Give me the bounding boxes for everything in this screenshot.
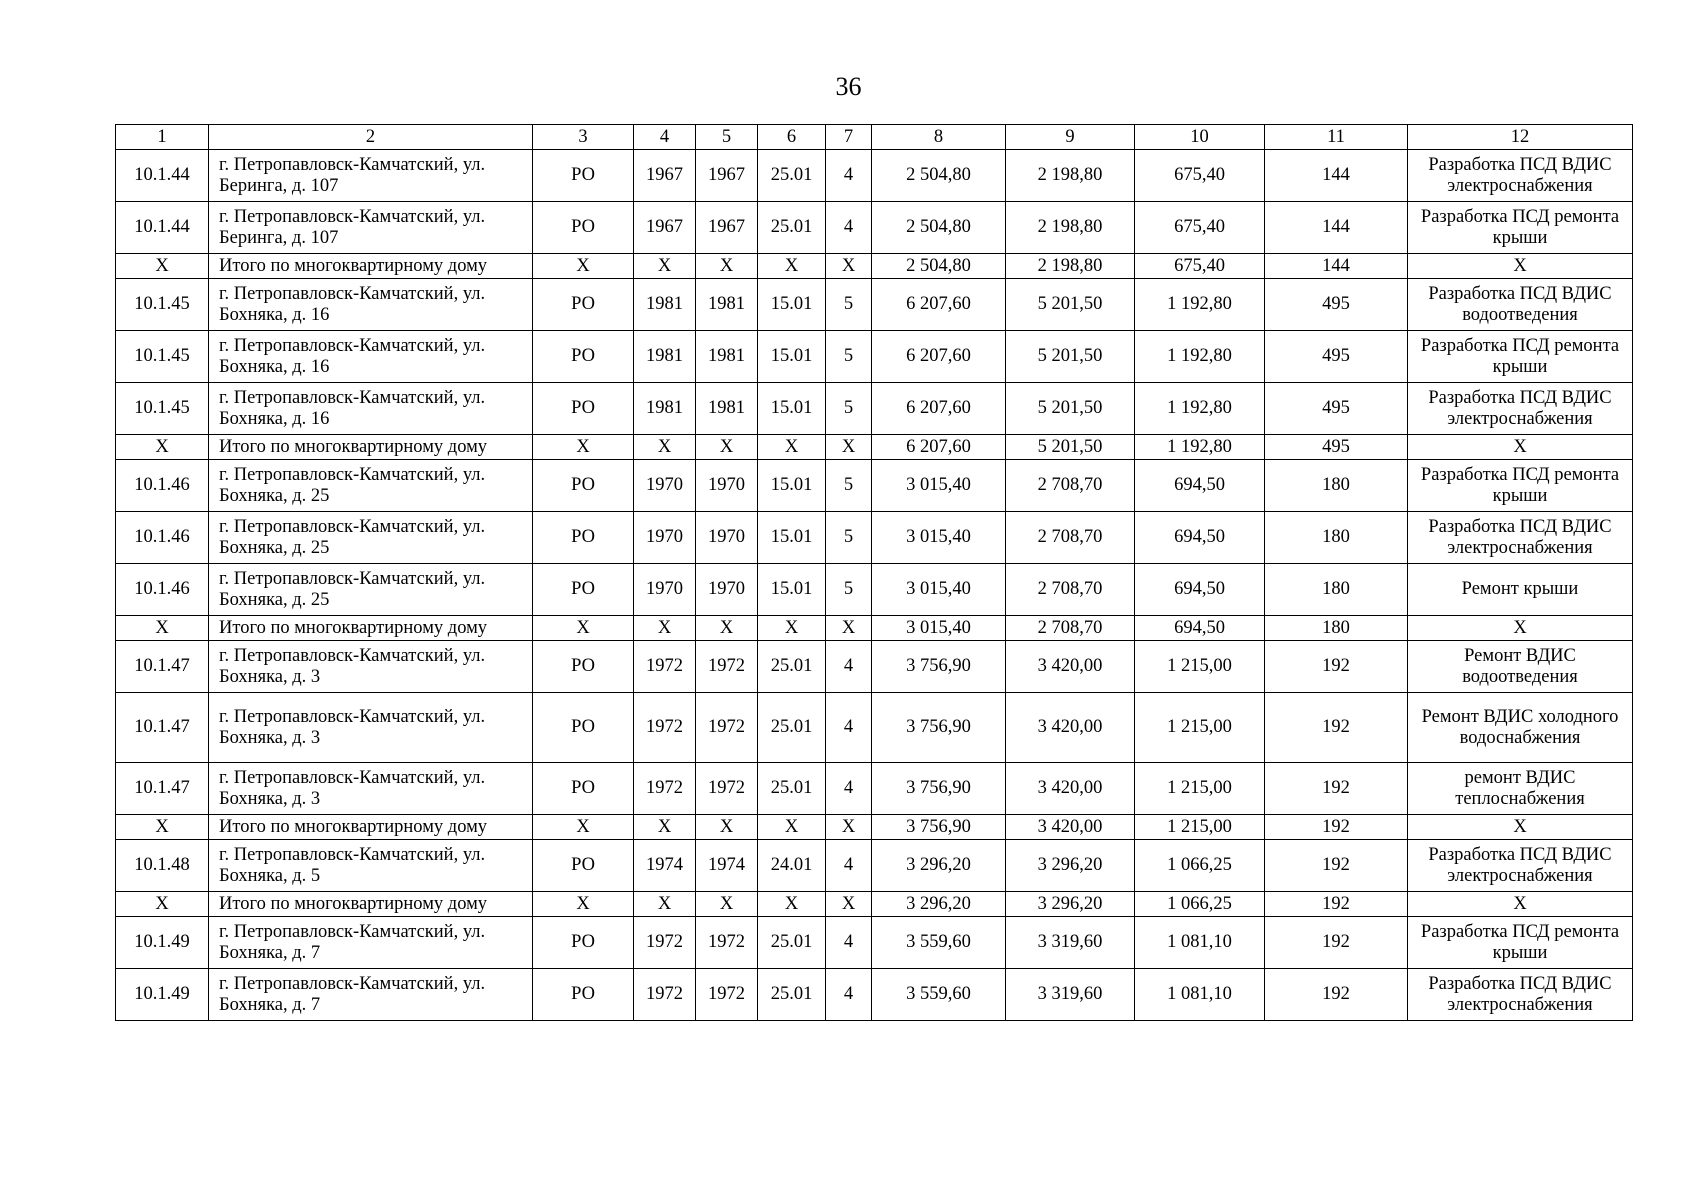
row-number-cell: 10.1.49 <box>116 917 209 969</box>
year-commissioned-cell: 1972 <box>696 917 758 969</box>
material-cell: 25.01 <box>758 202 826 254</box>
year-built-cell: 1970 <box>634 460 696 512</box>
table-header-row <box>116 125 1633 150</box>
year-built-cell: X <box>634 616 696 641</box>
floors-cell: 4 <box>826 150 872 202</box>
floors-cell: 5 <box>826 331 872 383</box>
residents-cell: 144 <box>1265 202 1408 254</box>
row-number-cell: 10.1.47 <box>116 641 209 693</box>
total-area-cell: 3 559,60 <box>872 969 1006 1021</box>
address-cell: Итого по многоквартирному дому <box>209 815 533 840</box>
total-area-cell: 6 207,60 <box>872 383 1006 435</box>
work-type-cell: Разработка ПСД ВДИС электроснабжения <box>1408 969 1633 1021</box>
type-cell: РО <box>533 202 634 254</box>
work-type-cell: Разработка ПСД ремонта крыши <box>1408 460 1633 512</box>
address-cell: г. Петропавловск-Камчатский, ул. Бохняка, д. 3 <box>209 693 533 763</box>
work-type-cell: Разработка ПСД ремонта крыши <box>1408 331 1633 383</box>
work-type-cell: ремонт ВДИС теплоснабжения <box>1408 763 1633 815</box>
work-type-cell: Разработка ПСД ВДИС электроснабжения <box>1408 512 1633 564</box>
nonliving-area-cell: 1 066,25 <box>1135 840 1265 892</box>
address-cell: г. Петропавловск-Камчатский, ул. Бохняка, д. 3 <box>209 641 533 693</box>
header-cell: 3 <box>533 125 634 150</box>
living-area-cell: 3 420,00 <box>1006 693 1135 763</box>
floors-cell: 4 <box>826 202 872 254</box>
residents-cell: 192 <box>1265 641 1408 693</box>
year-commissioned-cell: 1981 <box>696 279 758 331</box>
row-number-cell: 10.1.47 <box>116 763 209 815</box>
residents-cell: 495 <box>1265 279 1408 331</box>
floors-cell: 5 <box>826 512 872 564</box>
nonliving-area-cell: 1 215,00 <box>1135 815 1265 840</box>
year-built-cell: 1967 <box>634 150 696 202</box>
material-cell: X <box>758 815 826 840</box>
living-area-cell: 5 201,50 <box>1006 383 1135 435</box>
nonliving-area-cell: 1 192,80 <box>1135 279 1265 331</box>
work-type-cell: X <box>1408 435 1633 460</box>
year-built-cell: X <box>634 815 696 840</box>
work-type-cell: Разработка ПСД ВДИС электроснабжения <box>1408 840 1633 892</box>
header-cell: 11 <box>1265 125 1408 150</box>
work-type-cell: Ремонт крыши <box>1408 564 1633 616</box>
table-body <box>116 125 1633 1021</box>
table-row <box>116 641 1633 693</box>
living-area-cell: 2 198,80 <box>1006 150 1135 202</box>
year-built-cell: X <box>634 435 696 460</box>
table-row <box>116 150 1633 202</box>
year-commissioned-cell: 1967 <box>696 202 758 254</box>
nonliving-area-cell: 694,50 <box>1135 460 1265 512</box>
header-cell: 5 <box>696 125 758 150</box>
total-area-cell: 3 559,60 <box>872 917 1006 969</box>
total-area-cell: 3 756,90 <box>872 693 1006 763</box>
work-type-cell: Ремонт ВДИС водоотведения <box>1408 641 1633 693</box>
year-built-cell: 1972 <box>634 917 696 969</box>
work-type-cell: Ремонт ВДИС холодного водоснабжения <box>1408 693 1633 763</box>
year-built-cell: 1972 <box>634 641 696 693</box>
address-cell: г. Петропавловск-Камчатский, ул. Бохняка, д. 3 <box>209 763 533 815</box>
year-commissioned-cell: 1981 <box>696 331 758 383</box>
total-area-cell: 3 756,90 <box>872 641 1006 693</box>
residents-cell: 192 <box>1265 840 1408 892</box>
material-cell: X <box>758 616 826 641</box>
floors-cell: X <box>826 892 872 917</box>
residents-cell: 495 <box>1265 435 1408 460</box>
floors-cell: 4 <box>826 917 872 969</box>
table-row <box>116 279 1633 331</box>
floors-cell: X <box>826 616 872 641</box>
year-commissioned-cell: 1970 <box>696 460 758 512</box>
nonliving-area-cell: 675,40 <box>1135 202 1265 254</box>
type-cell: РО <box>533 331 634 383</box>
living-area-cell: 3 319,60 <box>1006 969 1135 1021</box>
floors-cell: 4 <box>826 641 872 693</box>
address-cell: Итого по многоквартирному дому <box>209 616 533 641</box>
table-total-row <box>116 616 1633 641</box>
total-area-cell: 3 296,20 <box>872 840 1006 892</box>
row-number-cell: 10.1.45 <box>116 279 209 331</box>
header-cell: 10 <box>1135 125 1265 150</box>
type-cell: X <box>533 435 634 460</box>
residents-cell: 192 <box>1265 892 1408 917</box>
type-cell: РО <box>533 460 634 512</box>
nonliving-area-cell: 675,40 <box>1135 150 1265 202</box>
total-area-cell: 3 015,40 <box>872 460 1006 512</box>
nonliving-area-cell: 1 192,80 <box>1135 435 1265 460</box>
table-total-row <box>116 892 1633 917</box>
material-cell: 25.01 <box>758 641 826 693</box>
material-cell: 15.01 <box>758 383 826 435</box>
table-row <box>116 917 1633 969</box>
table-row <box>116 460 1633 512</box>
residents-cell: 192 <box>1265 917 1408 969</box>
material-cell: X <box>758 892 826 917</box>
work-type-cell: Разработка ПСД ВДИС электроснабжения <box>1408 150 1633 202</box>
material-cell: 15.01 <box>758 460 826 512</box>
material-cell: 25.01 <box>758 693 826 763</box>
floors-cell: 5 <box>826 279 872 331</box>
living-area-cell: 2 198,80 <box>1006 202 1135 254</box>
table-row <box>116 840 1633 892</box>
type-cell: РО <box>533 512 634 564</box>
residents-cell: 180 <box>1265 564 1408 616</box>
row-number-cell: X <box>116 815 209 840</box>
year-commissioned-cell: 1974 <box>696 840 758 892</box>
nonliving-area-cell: 694,50 <box>1135 564 1265 616</box>
living-area-cell: 2 708,70 <box>1006 512 1135 564</box>
nonliving-area-cell: 675,40 <box>1135 254 1265 279</box>
address-cell: г. Петропавловск-Камчатский, ул. Бохняка, д. 25 <box>209 512 533 564</box>
work-type-cell: X <box>1408 254 1633 279</box>
type-cell: РО <box>533 763 634 815</box>
total-area-cell: 3 756,90 <box>872 815 1006 840</box>
residents-cell: 144 <box>1265 150 1408 202</box>
work-type-cell: Разработка ПСД ремонта крыши <box>1408 202 1633 254</box>
material-cell: 15.01 <box>758 279 826 331</box>
address-cell: г. Петропавловск-Камчатский, ул. Бохняка, д. 16 <box>209 279 533 331</box>
year-built-cell: 1981 <box>634 331 696 383</box>
floors-cell: X <box>826 435 872 460</box>
address-cell: г. Петропавловск-Камчатский, ул. Бохняка, д. 7 <box>209 969 533 1021</box>
row-number-cell: 10.1.46 <box>116 460 209 512</box>
work-type-cell: Разработка ПСД ВДИС электроснабжения <box>1408 383 1633 435</box>
material-cell: 25.01 <box>758 969 826 1021</box>
address-cell: Итого по многоквартирному дому <box>209 435 533 460</box>
total-area-cell: 3 015,40 <box>872 564 1006 616</box>
table-row <box>116 512 1633 564</box>
living-area-cell: 3 420,00 <box>1006 641 1135 693</box>
row-number-cell: 10.1.47 <box>116 693 209 763</box>
address-cell: г. Петропавловск-Камчатский, ул. Бохняка, д. 25 <box>209 564 533 616</box>
year-commissioned-cell: 1972 <box>696 969 758 1021</box>
year-commissioned-cell: 1970 <box>696 512 758 564</box>
nonliving-area-cell: 694,50 <box>1135 616 1265 641</box>
total-area-cell: 2 504,80 <box>872 150 1006 202</box>
address-cell: г. Петропавловск-Камчатский, ул. Бохняка, д. 7 <box>209 917 533 969</box>
floors-cell: 5 <box>826 383 872 435</box>
row-number-cell: 10.1.46 <box>116 564 209 616</box>
table-row <box>116 693 1633 763</box>
floors-cell: 4 <box>826 840 872 892</box>
year-commissioned-cell: X <box>696 435 758 460</box>
table-row <box>116 383 1633 435</box>
year-built-cell: 1970 <box>634 512 696 564</box>
year-built-cell: 1972 <box>634 763 696 815</box>
material-cell: 15.01 <box>758 331 826 383</box>
floors-cell: 4 <box>826 763 872 815</box>
year-built-cell: 1967 <box>634 202 696 254</box>
type-cell: X <box>533 815 634 840</box>
address-cell: Итого по многоквартирному дому <box>209 892 533 917</box>
type-cell: РО <box>533 383 634 435</box>
year-commissioned-cell: X <box>696 892 758 917</box>
type-cell: РО <box>533 641 634 693</box>
header-cell: 7 <box>826 125 872 150</box>
nonliving-area-cell: 1 215,00 <box>1135 641 1265 693</box>
type-cell: РО <box>533 917 634 969</box>
nonliving-area-cell: 1 066,25 <box>1135 892 1265 917</box>
row-number-cell: 10.1.49 <box>116 969 209 1021</box>
year-built-cell: 1970 <box>634 564 696 616</box>
year-built-cell: X <box>634 254 696 279</box>
material-cell: 25.01 <box>758 763 826 815</box>
living-area-cell: 5 201,50 <box>1006 435 1135 460</box>
row-number-cell: 10.1.45 <box>116 383 209 435</box>
header-cell: 1 <box>116 125 209 150</box>
table-row <box>116 564 1633 616</box>
total-area-cell: 6 207,60 <box>872 279 1006 331</box>
year-commissioned-cell: 1972 <box>696 763 758 815</box>
type-cell: РО <box>533 150 634 202</box>
year-commissioned-cell: X <box>696 616 758 641</box>
nonliving-area-cell: 1 215,00 <box>1135 763 1265 815</box>
living-area-cell: 5 201,50 <box>1006 279 1135 331</box>
work-type-cell: X <box>1408 815 1633 840</box>
type-cell: РО <box>533 840 634 892</box>
table-row <box>116 969 1633 1021</box>
address-cell: г. Петропавловск-Камчатский, ул. Беринга, д. 107 <box>209 150 533 202</box>
address-cell: г. Петропавловск-Камчатский, ул. Бохняка, д. 16 <box>209 383 533 435</box>
address-cell: г. Петропавловск-Камчатский, ул. Беринга, д. 107 <box>209 202 533 254</box>
floors-cell: X <box>826 815 872 840</box>
table-total-row <box>116 254 1633 279</box>
living-area-cell: 2 198,80 <box>1006 254 1135 279</box>
type-cell: РО <box>533 564 634 616</box>
floors-cell: X <box>826 254 872 279</box>
nonliving-area-cell: 694,50 <box>1135 512 1265 564</box>
row-number-cell: 10.1.48 <box>116 840 209 892</box>
living-area-cell: 3 296,20 <box>1006 892 1135 917</box>
floors-cell: 4 <box>826 969 872 1021</box>
table-row <box>116 763 1633 815</box>
total-area-cell: 6 207,60 <box>872 435 1006 460</box>
living-area-cell: 3 420,00 <box>1006 815 1135 840</box>
year-commissioned-cell: 1972 <box>696 641 758 693</box>
row-number-cell: 10.1.46 <box>116 512 209 564</box>
residents-cell: 192 <box>1265 763 1408 815</box>
type-cell: X <box>533 616 634 641</box>
residents-cell: 180 <box>1265 616 1408 641</box>
row-number-cell: 10.1.44 <box>116 202 209 254</box>
type-cell: X <box>533 892 634 917</box>
work-type-cell: Разработка ПСД ремонта крыши <box>1408 917 1633 969</box>
material-cell: 25.01 <box>758 917 826 969</box>
residents-cell: 180 <box>1265 460 1408 512</box>
row-number-cell: X <box>116 435 209 460</box>
total-area-cell: 3 756,90 <box>872 763 1006 815</box>
row-number-cell: 10.1.44 <box>116 150 209 202</box>
address-cell: г. Петропавловск-Камчатский, ул. Бохняка, д. 16 <box>209 331 533 383</box>
address-cell: Итого по многоквартирному дому <box>209 254 533 279</box>
year-built-cell: 1972 <box>634 969 696 1021</box>
floors-cell: 4 <box>826 693 872 763</box>
residents-cell: 495 <box>1265 383 1408 435</box>
living-area-cell: 2 708,70 <box>1006 460 1135 512</box>
year-built-cell: X <box>634 892 696 917</box>
residents-cell: 192 <box>1265 693 1408 763</box>
living-area-cell: 2 708,70 <box>1006 616 1135 641</box>
nonliving-area-cell: 1 192,80 <box>1135 331 1265 383</box>
row-number-cell: X <box>116 892 209 917</box>
floors-cell: 5 <box>826 460 872 512</box>
floors-cell: 5 <box>826 564 872 616</box>
header-cell: 4 <box>634 125 696 150</box>
header-cell: 6 <box>758 125 826 150</box>
nonliving-area-cell: 1 192,80 <box>1135 383 1265 435</box>
living-area-cell: 3 319,60 <box>1006 917 1135 969</box>
nonliving-area-cell: 1 081,10 <box>1135 969 1265 1021</box>
living-area-cell: 3 420,00 <box>1006 763 1135 815</box>
work-type-cell: X <box>1408 616 1633 641</box>
year-built-cell: 1972 <box>634 693 696 763</box>
year-commissioned-cell: X <box>696 254 758 279</box>
table-total-row <box>116 435 1633 460</box>
living-area-cell: 5 201,50 <box>1006 331 1135 383</box>
row-number-cell: X <box>116 616 209 641</box>
nonliving-area-cell: 1 215,00 <box>1135 693 1265 763</box>
row-number-cell: 10.1.45 <box>116 331 209 383</box>
page-number: 36 <box>835 72 862 101</box>
address-cell: г. Петропавловск-Камчатский, ул. Бохняка, д. 25 <box>209 460 533 512</box>
residents-cell: 495 <box>1265 331 1408 383</box>
year-built-cell: 1981 <box>634 383 696 435</box>
address-cell: г. Петропавловск-Камчатский, ул. Бохняка, д. 5 <box>209 840 533 892</box>
material-cell: 15.01 <box>758 512 826 564</box>
type-cell: РО <box>533 693 634 763</box>
header-cell: 12 <box>1408 125 1633 150</box>
living-area-cell: 2 708,70 <box>1006 564 1135 616</box>
total-area-cell: 3 015,40 <box>872 512 1006 564</box>
material-cell: 25.01 <box>758 150 826 202</box>
type-cell: РО <box>533 969 634 1021</box>
total-area-cell: 3 015,40 <box>872 616 1006 641</box>
nonliving-area-cell: 1 081,10 <box>1135 917 1265 969</box>
work-type-cell: X <box>1408 892 1633 917</box>
year-built-cell: 1974 <box>634 840 696 892</box>
header-cell: 9 <box>1006 125 1135 150</box>
header-cell: 2 <box>209 125 533 150</box>
living-area-cell: 3 296,20 <box>1006 840 1135 892</box>
total-area-cell: 3 296,20 <box>872 892 1006 917</box>
total-area-cell: 6 207,60 <box>872 331 1006 383</box>
material-cell: 15.01 <box>758 564 826 616</box>
year-commissioned-cell: X <box>696 815 758 840</box>
material-cell: X <box>758 435 826 460</box>
table-row <box>116 202 1633 254</box>
material-cell: 24.01 <box>758 840 826 892</box>
work-type-cell: Разработка ПСД ВДИС водоотведения <box>1408 279 1633 331</box>
residents-cell: 180 <box>1265 512 1408 564</box>
total-area-cell: 2 504,80 <box>872 202 1006 254</box>
total-area-cell: 2 504,80 <box>872 254 1006 279</box>
year-commissioned-cell: 1972 <box>696 693 758 763</box>
type-cell: РО <box>533 279 634 331</box>
year-built-cell: 1981 <box>634 279 696 331</box>
year-commissioned-cell: 1970 <box>696 564 758 616</box>
housing-repair-table <box>115 124 1633 1021</box>
header-cell: 8 <box>872 125 1006 150</box>
residents-cell: 192 <box>1265 969 1408 1021</box>
type-cell: X <box>533 254 634 279</box>
year-commissioned-cell: 1967 <box>696 150 758 202</box>
material-cell: X <box>758 254 826 279</box>
table-total-row <box>116 815 1633 840</box>
residents-cell: 192 <box>1265 815 1408 840</box>
table-row <box>116 331 1633 383</box>
residents-cell: 144 <box>1265 254 1408 279</box>
year-commissioned-cell: 1981 <box>696 383 758 435</box>
row-number-cell: X <box>116 254 209 279</box>
